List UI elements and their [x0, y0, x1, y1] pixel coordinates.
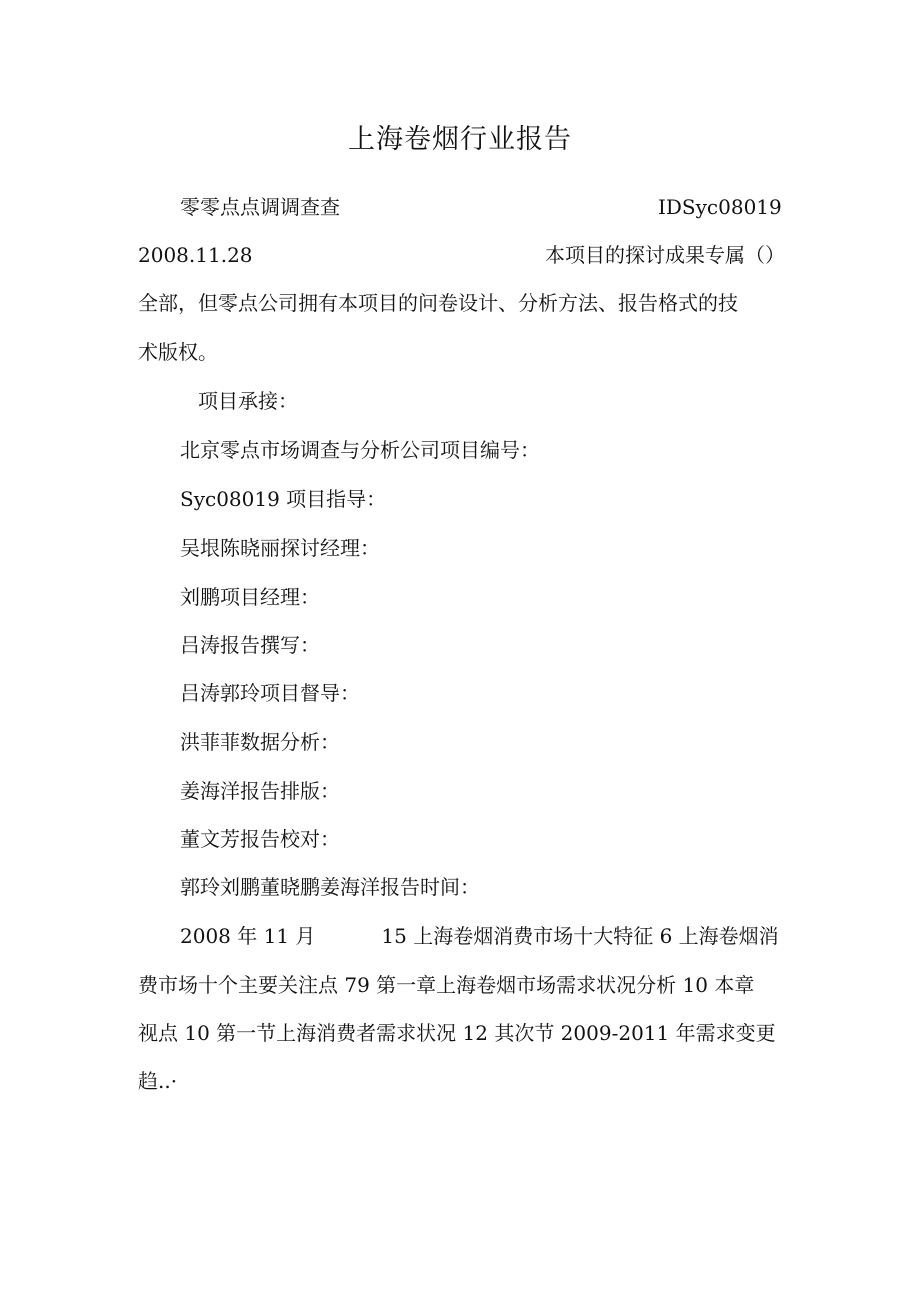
rights-statement-line: 术版权。 — [138, 340, 218, 364]
rights-statement-line: 全部，但零点公司拥有本项目的问卷设计、分析方法、报告格式的技 — [138, 291, 738, 315]
project-id: IDSyc08019 — [658, 195, 782, 219]
credit-line: 董文芳报告校对： — [180, 827, 340, 851]
credit-line: 姜海洋报告排版： — [180, 779, 340, 803]
document-title: 上海卷烟行业报告 — [348, 124, 572, 155]
toc-line: 费市场十个主要关注点 79 第一章上海卷烟市场需求状况分析 10 本章 — [138, 973, 755, 997]
credit-line: 吕涛报告撰写： — [180, 633, 320, 657]
credit-line: 郭玲刘鹏董晓鹏姜海洋报告时间： — [180, 875, 480, 899]
toc-line: 趋..· — [138, 1069, 178, 1093]
company-name: 零零点点调调查查 — [180, 195, 340, 219]
credit-line: 项目承接： — [198, 389, 298, 413]
toc-date: 2008 年 11 月 — [180, 924, 316, 948]
rights-statement-start: 本项目的探讨成果专属（） — [545, 243, 785, 267]
credit-line: Syc08019 项目指导： — [180, 487, 387, 511]
credit-line: 洪菲菲数据分析： — [180, 730, 340, 754]
toc-line — [180, 921, 779, 951]
credit-line: 吕涛郭玲项目督导： — [180, 681, 360, 705]
credit-line: 刘鹏项目经理： — [180, 585, 320, 609]
toc-line: 视点 10 第一节上海消费者需求状况 12 其次节 2009-2011 年需求变更 — [138, 1021, 776, 1045]
credit-line: 北京零点市场调查与分析公司项目编号： — [180, 438, 540, 462]
credit-line: 吴垠陈晓丽探讨经理： — [180, 536, 380, 560]
toc-entries: 15 上海卷烟消费市场十大特征 6 上海卷烟消 — [381, 924, 779, 948]
report-date: 2008.11.28 — [138, 243, 253, 267]
